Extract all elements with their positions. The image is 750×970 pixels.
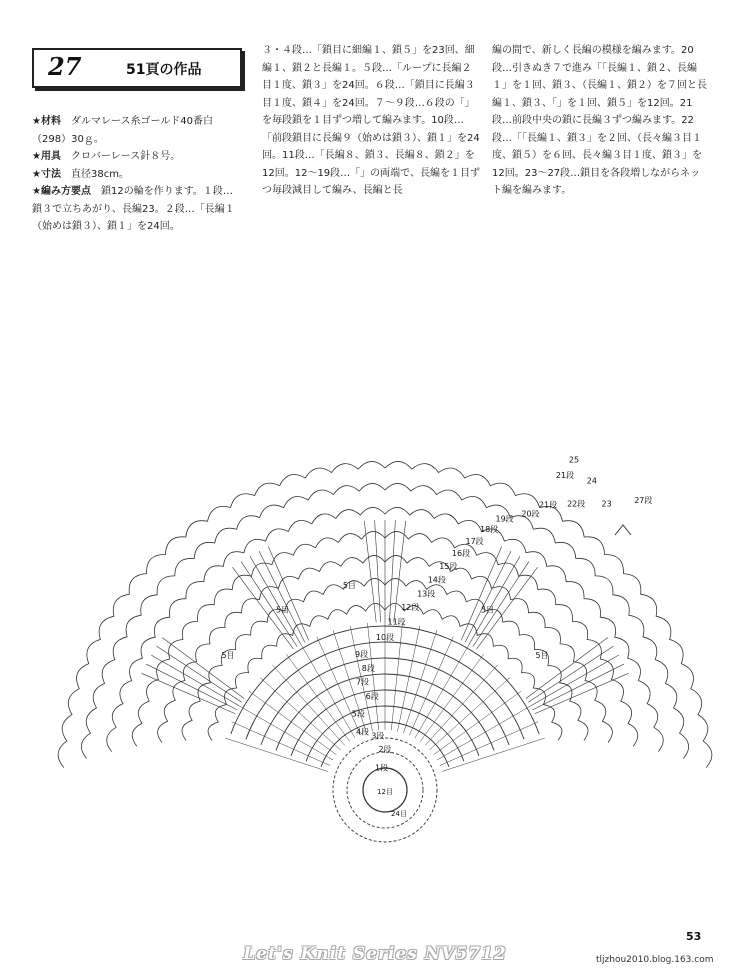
stitch-post	[404, 630, 437, 733]
tool-label: ★用具	[32, 151, 61, 162]
fan-stitch	[259, 551, 305, 642]
row-label: 10段	[375, 633, 395, 642]
row-label: 4段	[355, 727, 370, 737]
method-label: ★編み方要点	[32, 186, 91, 197]
stitch-post	[240, 706, 334, 760]
fan-stitch	[162, 637, 244, 698]
fan-stitch	[241, 562, 297, 647]
fan-stitch	[146, 664, 237, 710]
fan-stitch	[268, 547, 308, 641]
tool-line	[32, 148, 242, 166]
row-label: 15段	[439, 561, 458, 571]
method-text: 鎖12の輪を作ります。１段…鎖３で立ちあがり、長編23。２段…「長編１（始めは鎖３）、鎖１」を24回。	[32, 186, 235, 232]
fan-stitch	[535, 673, 629, 713]
stitch-count-label: 5目	[221, 651, 235, 661]
fan-stitch	[389, 520, 395, 622]
crochet-chart	[0, 280, 750, 880]
method-line	[32, 183, 242, 236]
fan-stitch	[469, 556, 520, 644]
stitch-post	[301, 645, 355, 739]
stitch-post	[420, 654, 483, 741]
row-label: 9段	[355, 650, 369, 660]
tassel-mark	[615, 525, 631, 535]
fan-stitch	[530, 655, 618, 706]
row-label: 19段	[495, 514, 514, 524]
instructions-column-3	[492, 42, 710, 200]
stitch-count-label: 5目	[535, 651, 549, 661]
stitch-count-label: 5目	[275, 605, 290, 615]
row-label: 23	[601, 499, 612, 509]
tool-text: クロバーレース針８号。	[70, 151, 181, 162]
instructions-column-1	[32, 113, 242, 236]
fan-stitch	[473, 562, 529, 647]
chart-structure	[58, 461, 712, 842]
row-label: 16段	[451, 549, 471, 558]
source-url: tljzhou2010.blog.163.com	[596, 955, 714, 965]
row-label: 21段	[538, 500, 558, 510]
material-line	[32, 113, 242, 148]
row-label: 22段	[567, 499, 586, 509]
size-text: 直径38cm。	[70, 168, 129, 180]
page-number: 53	[686, 930, 702, 943]
row-label: 8段	[361, 664, 375, 674]
row-label: 20段	[521, 509, 540, 519]
fan-stitch	[375, 520, 381, 622]
row-label: 7段	[355, 677, 370, 687]
fan-stitch	[533, 664, 624, 710]
row-label: 5段	[351, 709, 365, 719]
row-label: 18段	[480, 525, 499, 535]
fan-stitch	[250, 556, 301, 644]
stitch-post	[286, 654, 349, 741]
row-label: 24	[586, 476, 597, 486]
row-label: 6段	[365, 691, 379, 701]
fan-stitch	[526, 637, 608, 698]
row-label: 13段	[417, 589, 436, 599]
fan-stitch	[151, 655, 239, 706]
stitch-post	[434, 691, 521, 754]
row-label: 1段	[374, 763, 389, 773]
size-line	[32, 166, 242, 184]
fan-stitch	[461, 547, 501, 641]
material-text: ダルマレース糸ゴールド40番白（298）30ｇ。	[32, 116, 213, 145]
row-label: 27段	[634, 496, 653, 506]
stitch-post	[437, 706, 531, 760]
series-watermark: Let's Knit Series NV5712	[243, 944, 507, 964]
fan-stitch	[465, 551, 511, 642]
row-label: 17段	[465, 536, 484, 546]
stitch-post	[442, 738, 545, 771]
fan-stitch	[142, 673, 236, 713]
stitch-count-label: 5目	[480, 605, 495, 615]
ring-count-label: 24目	[391, 810, 407, 818]
material-label: ★材料	[32, 116, 61, 127]
column2-text: ３・４段…「鎖目に細編１、鎖５」を23回、細編１、鎖２と長編１。５段…「ループに長編２目１度、鎖３」を24回。６段…「鎖目に長編３目１度、鎖４」を24回。７～９段…６段の「」を毎段鎖を１目ずつ増して編みます。10段…「前段鎖目に長編９（始めは鎖３）、鎖１」を24回。11段…「長編８、鎖３、長編８、鎖２」を12回。12～19段…「」の両端で、長編を１目ずつ毎段減目して編み、長編と長	[262, 45, 480, 196]
stitch-post	[415, 645, 469, 739]
row-label: 11段	[387, 617, 406, 627]
row-label: 3段	[371, 731, 385, 741]
row-label: 2段	[378, 745, 392, 754]
row-label: 21段	[555, 471, 575, 481]
row-label: 25	[568, 455, 580, 465]
stitch-post	[249, 691, 336, 754]
pattern-number: 27	[48, 52, 82, 81]
pattern-header-box	[32, 48, 242, 88]
column3-text: 編の間で、新しく長編の模様を編みます。20段…引きぬき７で進み「「長編１、鎖２、長編１」を１回、鎖３、（長編１、鎖２）を７回と長編１、鎖３、「」を１回、鎖５」を12回。21段…前段中央の鎖に長編３ずつ編みます。22段…「「長編１、鎖３」を２回、（長々編３目１度、鎖５）を６回、長々編３目１度、鎖３」を12回。23～27段…鎖目を各段増しながらネット編を編みます。	[492, 45, 707, 196]
instructions-column-2	[262, 42, 480, 200]
stitch-count-label: 5目	[342, 581, 356, 591]
row-label: 14段	[427, 575, 446, 585]
stitch-post	[225, 738, 328, 771]
center-count-label: 12目	[377, 788, 393, 796]
row-label: 12段	[401, 602, 420, 612]
size-label: ★寸法	[32, 168, 61, 180]
pattern-title: 51頁の作品	[126, 62, 202, 78]
fan-stitch	[364, 521, 376, 622]
